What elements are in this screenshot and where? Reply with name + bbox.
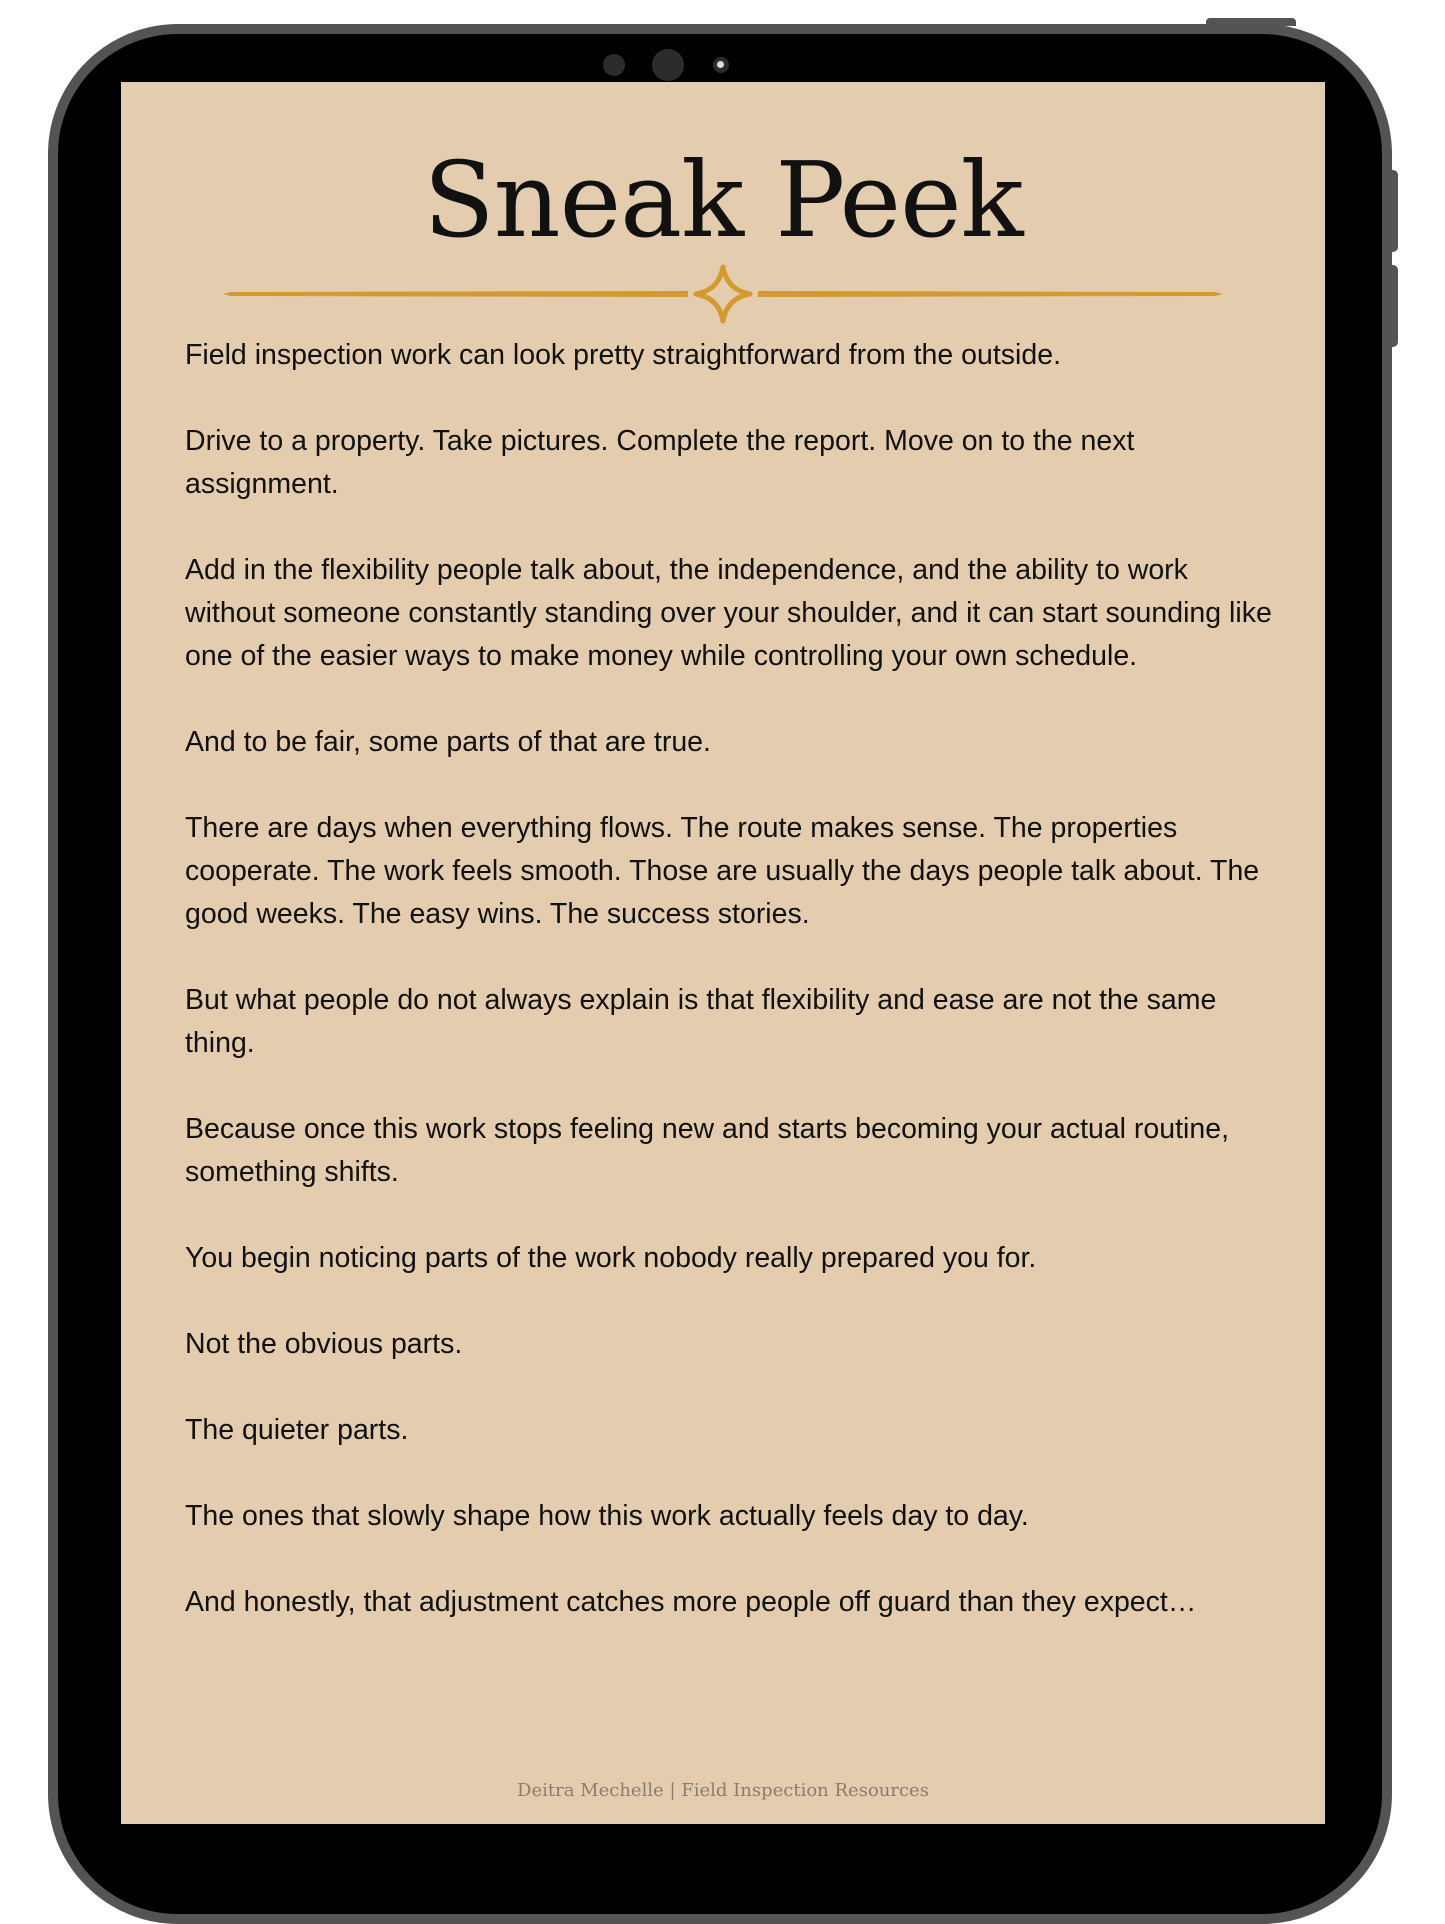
document-page <box>121 82 1325 1824</box>
paragraph: The quieter parts. <box>185 1414 409 1446</box>
paragraph: The ones that slowly shape how this work actually feels day to day. <box>185 1500 1029 1532</box>
title-divider <box>223 264 1223 324</box>
paragraph: There are days when everything flows. The route makes sense. The properties cooperate. The work feels smooth. Those are usually the days people talk about. The good weeks. The easy wins. The success stories. <box>185 812 1260 930</box>
camera-icon <box>652 49 684 81</box>
divider-line-left <box>223 291 688 297</box>
power-button <box>1206 18 1296 26</box>
volume-up-button <box>1388 170 1398 252</box>
page-title: Sneak Peek <box>423 139 1023 261</box>
flash-icon <box>713 57 729 73</box>
paragraph: Field inspection work can look pretty straightforward from the outside. <box>185 339 1061 371</box>
paragraph: Not the obvious parts. <box>185 1328 463 1360</box>
four-point-star-icon <box>696 267 750 321</box>
paragraph: Drive to a property. Take pictures. Complete the report. Move on to the next assignment. <box>185 425 1135 500</box>
paragraph: You begin noticing parts of the work nobody really prepared you for. <box>185 1242 1037 1274</box>
divider-line-right <box>758 291 1223 297</box>
volume-down-button <box>1388 265 1398 347</box>
paragraph: Add in the flexibility people talk about, the independence, and the ability to work without someone constantly standing over your shoulder, and it can start sounding like one of the easier ways to make money while controlling your own schedule. <box>185 554 1272 672</box>
paragraph: And to be fair, some parts of that are true. <box>185 726 711 758</box>
sensor-icon <box>603 54 625 76</box>
paragraph: But what people do not always explain is that flexibility and ease are not the same thing. <box>185 984 1217 1059</box>
article-body <box>185 334 1275 1667</box>
page-footer: Deitra Mechelle | Field Inspection Resources <box>517 1780 929 1801</box>
paragraph: Because once this work stops feeling new and starts becoming your actual routine, something shifts. <box>185 1113 1229 1188</box>
paragraph: And honestly, that adjustment catches more people off guard than they expect… <box>185 1586 1197 1618</box>
